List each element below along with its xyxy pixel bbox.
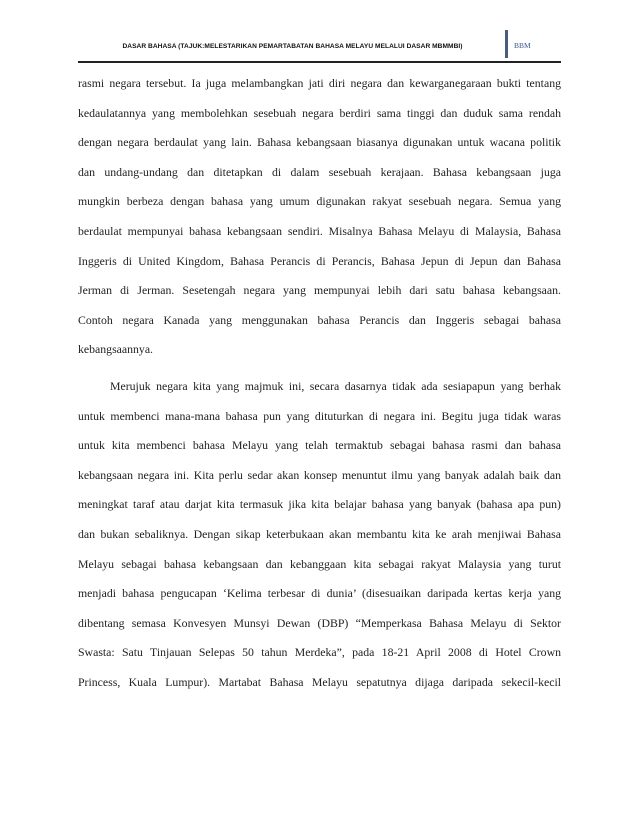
text-line: Merujuk negara kita yang majmuk ini, secara dasarnya tidak ada sesiapapun yang berhak — [110, 379, 561, 393]
text-line: untuk kita membenci bahasa Melayu yang telah termaktub sebagai bahasa rasmi dan bahasa — [78, 438, 561, 453]
text-line: dan bukan sebaliknya. Dengan sikap keterbukaan akan membantu kita ke arah menjiwai Bahasa — [78, 526, 561, 541]
text-line: Inggeris di United Kingdom, Bahasa Perancis di Perancis, Bahasa Jepun di Jepun dan Bahasa — [78, 253, 561, 268]
header-code: BBM — [514, 41, 531, 50]
text-line: Swasta: Satu Tinjauan Selepas 50 tahun Merdeka”, pada 18-21 April 2008 di Hotel Crown — [78, 645, 561, 660]
text-line: dibentang semasa Konvesyen Munsyi Dewan (DBP) “Memperkasa Bahasa Melayu di Sektor — [78, 615, 561, 630]
text-line: mungkin berbeza dengan bahasa yang umum digunakan rakyat sesebuah negara. Semua yang — [78, 194, 561, 209]
text-line: rasmi negara tersebut. Ia juga melambangkan jati diri negara dan kewarganegaraan bukti tentang — [78, 76, 561, 90]
text-line: Melayu sebagai bahasa kebangsaan dan kebanggaan kita sebagai rakyat Malaysia yang turut — [78, 556, 561, 571]
page-header — [78, 30, 561, 58]
header-rule — [78, 61, 561, 63]
text-line: berdaulat mempunyai bahasa kebangsaan sendiri. Misalnya Bahasa Melayu di Malaysia, Bahasa — [78, 223, 561, 238]
text-line: dengan negara berdaulat yang lain. Bahasa kebangsaan biasanya digunakan untuk wacana politik — [78, 135, 561, 150]
text-line: kebangsaan negara ini. Kita perlu sedar akan konsep menuntut ilmu yang banyak adalah baik dan — [78, 467, 561, 482]
text-line: dan undang-undang dan ditetapkan di dalam sesebuah kerajaan. Bahasa kebangsaan juga — [78, 164, 561, 179]
text-line: Jerman di Jerman. Sesetengah negara yang mempunyai lebih dari satu bahasa kebangsaan. — [78, 283, 561, 298]
text-line: untuk membenci mana-mana bahasa pun yang dituturkan di negara ini. Begitu juga tidak waras — [78, 408, 561, 423]
text-line: Contoh negara Kanada yang menggunakan bahasa Perancis dan Inggeris sebagai bahasa — [78, 312, 561, 327]
header-divider — [505, 30, 508, 58]
text-line: kebangsaannya. — [78, 342, 154, 357]
header-title: DASAR BAHASA (TAJUK:MELESTARIKAN PEMARTABATAN BAHASA MELAYU MELALUI DASAR MBMMBI) — [122, 42, 463, 50]
text-line: Princess, Kuala Lumpur). Martabat Bahasa Melayu sepatutnya dijaga daripada sekecil-kecil — [78, 674, 561, 689]
paragraph-2 — [78, 372, 561, 698]
text-line: menjadi bahasa pengucapan ‘Kelima terbesar di dunia’ (disesuaikan daripada kertas kerja yang — [78, 586, 561, 601]
text-line: meningkat taraf atau darjat kita termasuk jika kita belajar bahasa yang banyak (bahasa apa pun) — [78, 497, 561, 512]
text-line: kedaulatannya yang membolehkan sesebuah negara berdiri sama tinggi dan duduk sama rendah — [78, 105, 561, 120]
paragraph-1 — [78, 69, 561, 365]
